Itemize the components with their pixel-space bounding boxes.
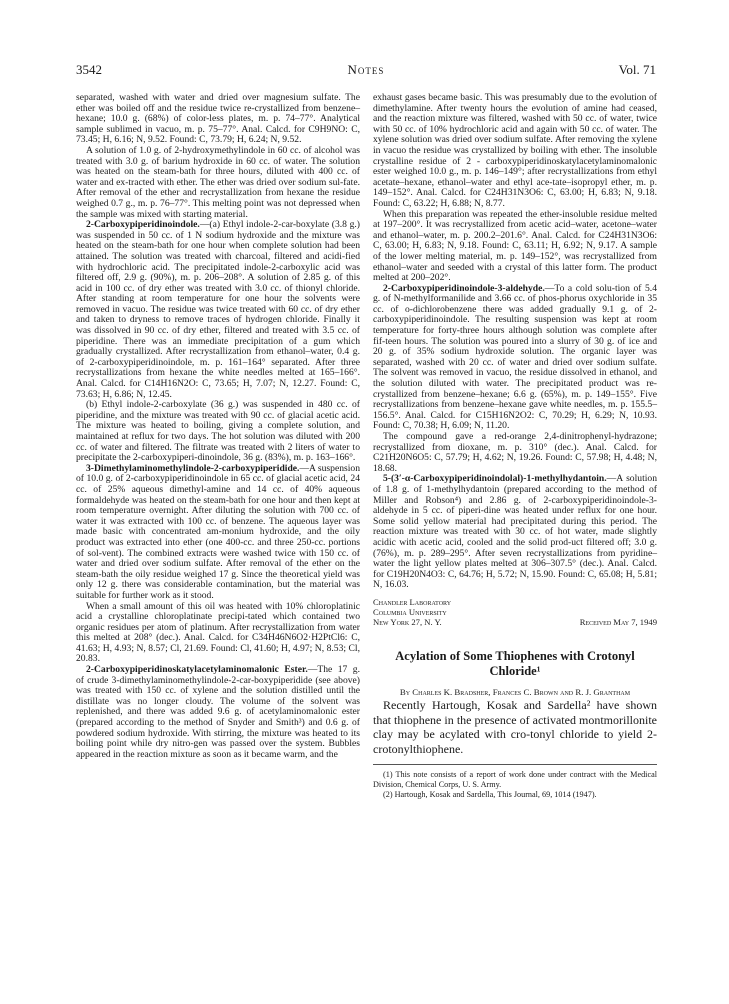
paragraph: A solution of 1.0 g. of 2-hydroxymethylindole in 60 cc. of alcohol was treated with 3.0 g. of barium hydroxide in 60 cc. of water. The solution was heated on the steam-bath for three hours, diluted with 400 cc. of water and ex-tracted with ether. The ether was dried over sodium sul-fate. After removal of the ether and recrystallization from hexane the residue weighed 0.7 g., m. p. 76–77°. This melting point was not depressed when the sample was mixed with starting material. [76, 144, 360, 220]
section-title: Notes [347, 62, 385, 77]
lead-paragraph: Recently Hartough, Kosak and Sardella² have shown that thiophene in the presence of activated montmorillonite clay may be acylated with cro-tonyl chloride to yield 2-crotonylthiophene. [373, 697, 657, 756]
paragraph [373, 284, 657, 432]
address-line: New York 27, N. Y. [373, 616, 442, 627]
subsection-heading: 2-Carboxypiperidinoskatylacetylaminomalonic Ester. [86, 664, 308, 676]
volume-label: Vol. 71 [618, 62, 656, 77]
subsection-heading: 5-(3′-α-Carboxypiperidinoindolal)-1-methylhydantoin. [383, 473, 607, 485]
author-byline: By Charles K. Bradsher, Frances C. Brown and R. J. Grantham [399, 686, 631, 697]
address-line: Columbia University [373, 606, 447, 617]
paragraph [373, 474, 657, 591]
left-column [76, 93, 360, 760]
article-title: Acylation of Some Thiophenes with Crotonyl Chloride¹ [395, 648, 635, 678]
paragraph [76, 665, 360, 760]
paragraph [76, 464, 360, 602]
lab-address [373, 597, 657, 627]
page-header [76, 62, 656, 78]
paragraph [76, 220, 360, 400]
received-date: Received May 7, 1949 [579, 616, 657, 627]
footnote: (1) This note consists of a report of work done under contract with the Medical Division, Chemical Corps, U. S. Army. [373, 770, 657, 789]
subsection-heading: 2-Carboxypiperidinoindole. [86, 219, 200, 231]
paragraph-body: —The 17 g. of crude 3-dimethylaminomethylindole-2-car-boxypiperidide (see above) was treated with 150 cc. of xylene and the solution distilled until the distillate was no longer cloudy. The volume of the solvent was replenished, and there was added 9.6 g. of acetylaminomalonic ester (prepared according to the method of Snyder and Smith³) and 0.6 g. of powdered sodium hydroxide. With stirring, the mixture was heated to its boiling point while dry nitro-gen was passed over the system. Bubbles appeared in the reaction mixture as soon as it became warm, and the [76, 664, 360, 760]
paragraph: When this preparation was repeated the ether-insoluble residue melted at 197–200°. It was recrystallized from acetic acid–water, acetone–water and ethanol–water, m. p. 200.2–201.6°. Anal. Calcd. for C24H31N3O6: C, 63.00; H, 6.83; N, 9.18. Found: C, 63.11; H, 6.92; N, 9.17. A sample of the lower melting material, m. p. 149–152°, was recrystallized from ethanol–water and seeded with a crystal of this latter form. The product melted at 200–202°. [373, 208, 657, 284]
paragraph: exhaust gases became basic. This was presumably due to the evolution of dimethylamine. After twenty hours the evolution of amine had ceased, and the reaction mixture was filtered, washed with 50 cc. of water, twice with 50 cc. of 10% hydrochloric acid and again with 50 cc. of water. The xylene solution was dried over sodium sulfate. After removing the xylene in vacuo the residue was crystallized by boiling with ether. The insoluble crystalline residue of 2 - carboxypiperidinoskatylacetylaminomalonic ester weighed 10.0 g., m. p. 146–149°; after recrystallizations from ethyl acetate–hexane, ethanol–water and ethyl ace-tate–isopropyl ether, m. p. 149–152°. Anal. Calcd. for C24H31N3O6: C, 63.00; H, 6.83; N, 9.18. Found: C, 63.22; H, 6.88; N, 8.77. [373, 92, 657, 209]
subsection-heading: 2-Carboxypiperidinoindole-3-aldehyde. [383, 282, 545, 294]
footnote-divider [373, 764, 657, 765]
footnote: (2) Hartough, Kosak and Sardella, This Journal, 69, 1014 (1947). [383, 789, 597, 799]
paragraph-body: —(a) Ethyl indole-2-car-boxylate (3.8 g.) was suspended in 50 cc. of 1 N sodium hydroxide and the mixture was heated on the steam-bath for one hour when complete solution had been attained. The solution was treated with charcoal, filtered and acidi-fied with hydrochloric acid. The precipitated indole-2-carboxylic acid was filtered off, 2.9 g. (90%), m. p. 206–208°. A solution of 2.85 g. of this acid in 100 cc. of dry ether was treated with 3.0 cc. of thionyl chloride. After standing at room temperature for one hour the solvents were removed in vacuo. The residue was twice treated with 60 cc. of dry ether and taken to dryness to remove traces of hydrogen chloride. Finally it was dissolved in 90 cc. of dry ether, filtered and treated with 3.5 cc. of piperidine. There was an immediate precipitation of a gum which gradually crystallized. After recrystallization from ethanol–water, 0.4 g. of 2-carboxypiperidinoindole, m. p. 161–164° separated. After three recrystallizations from hexane the white needles melted at 165–166°. Anal. Calcd. for C14H16N2O: C, 73.65; H, 7.07; N, 12.27. Found: C, 73.63; H, 6.86; N, 12.45. [76, 219, 360, 400]
paragraph: When a small amount of this oil was heated with 10% chloroplatinic acid a crystalline chloroplatinate precipi-tated which contained two organic residues per atom of platinum. After recrystallization from water this melted at 208° (dec.). Anal. Calcd. for C34H46N6O2·H2PtCl6: C, 41.63; H, 4.93; N, 8.57; Cl, 21.69. Found: Cl, 41.60; H, 4.97; N, 8.53; Cl, 20.83. [76, 600, 360, 665]
paragraph: (b) Ethyl indole-2-carboxylate (36 g.) was suspended in 480 cc. of piperidine, and the mixture was treated with 90 cc. of glacial acetic acid. The mixture was heated to boiling, giving a complete solution, and maintained at reflux for two days. The hot solution was diluted with 200 cc. of water and filtered. The filtrate was treated with 2 liters of water to precipitate the 2-carboxypiperi-dinoindole, 36 g. (83%), m. p. 163–166°. [76, 399, 360, 464]
subsection-heading: 3-Dimethylaminomethylindole-2-carboxypiperidide. [86, 462, 300, 474]
paragraph-body: —To a cold solu-tion of 5.4 g. of N-methylformanilide and 3.66 cc. of phos-phorus oxychloride in 35 cc. of o-dichlorobenzene there was added gradually 9.1 g. of 2-carboxypiperidinoindole. The resulting suspension was kept at room temperature for forty-three hours although solution was complete after fif-teen hours. The solution was poured into a slurry of 30 g. of ice and 20 g. of 35% sodium hydroxide solution. The organic layer was separated, washed with 20 cc. of water and dried over sodium sulfate. The solvent was removed in vacuo, the residue dissolved in ethanol, and the solution diluted with water. The precipitated product was re-crystallized from benzene–hexane; 6.6 g. (65%), m. p. 149–155°. Five recrystallizations from benzene–hexane gave white needles, m. p. 155.5–156.5°. Anal. Calcd. for C15H16N2O2: C, 70.29; H, 6.29; N, 10.93. Found: C, 70.38; H, 6.09; N, 11.20. [373, 282, 657, 432]
right-column [373, 93, 657, 799]
address-line: Chandler Laboratory [373, 596, 452, 607]
page-number: 3542 [76, 62, 102, 77]
paragraph-body: —A suspension of 10.0 g. of 2-carboxypiperidinoindole in 65 cc. of glacial acetic acid, 24 cc. of 25% aqueous dimethyl-amine and 14 cc. of 40% aqueous formaldehyde was heated on the steam-bath for one hour and then kept at room temperature overnight. After diluting the solution with 700 cc. of water it was extracted with 100 cc. of benzene. The aqueous layer was made basic with concentrated am-monium hydroxide, and the oily product was extracted into ether (one 400-cc. and three 250-cc. portions of sol-vent). The combined extracts were washed twice with 150 cc. of water and dried over sodium sulfate. After removal of the ether on the steam-bath the oily residue weighed 17 g. Since the theoretical yield was only 12 g. there was considerable contamination, but the material was suitable for further work as it stood. [76, 462, 360, 601]
paragraph: The compound gave a red-orange 2,4-dinitrophenyl-hydrazone; recrystallized from dioxane, m. p. 310° (dec.). Anal. Calcd. for C21H20N6O5: C, 57.79; H, 4.62; N, 19.26. Found: C, 57.98; H, 4.48; N, 18.68. [373, 431, 657, 474]
paragraph-body: —A solution of 1.8 g. of 1-methylhydantoin (prepared according to the method of Miller and Robson⁴) and 2.86 g. of 2-carboxypiperidinoindole-3-aldehyde in 5 cc. of piperi-dine was heated under reflux for one hour. Some solid yellow material had precipitated during this period. The reaction mixture was treated with 30 cc. of hot water, made slightly acidic with acetic acid, cooled and the solid prod-uct filtered off; 3.0 g. (76%), m. p. 289–295°. After seven recrystallizations from pyridine–water the light yellow plates melted at 306–307.5° (dec.). Anal. Calcd. for C19H20N4O3: C, 64.76; H, 5.72; N, 15.90. Found: C, 65.08; H, 5.81; N, 16.03. [373, 473, 657, 591]
paragraph: separated, washed with water and dried over magnesium sulfate. The ether was boiled off and the residue twice re-crystallized from benzene–hexane; 10.0 g. (68%) of color-less plates, m. p. 74–77°. Analytical sample sublimed in vacuo, m. p. 75–77°. Anal. Calcd. for C9H9NO: C, 73.45; H, 6.16; N, 9.52. Found: C, 73.79; H, 6.24; N, 9.52. [76, 92, 360, 146]
